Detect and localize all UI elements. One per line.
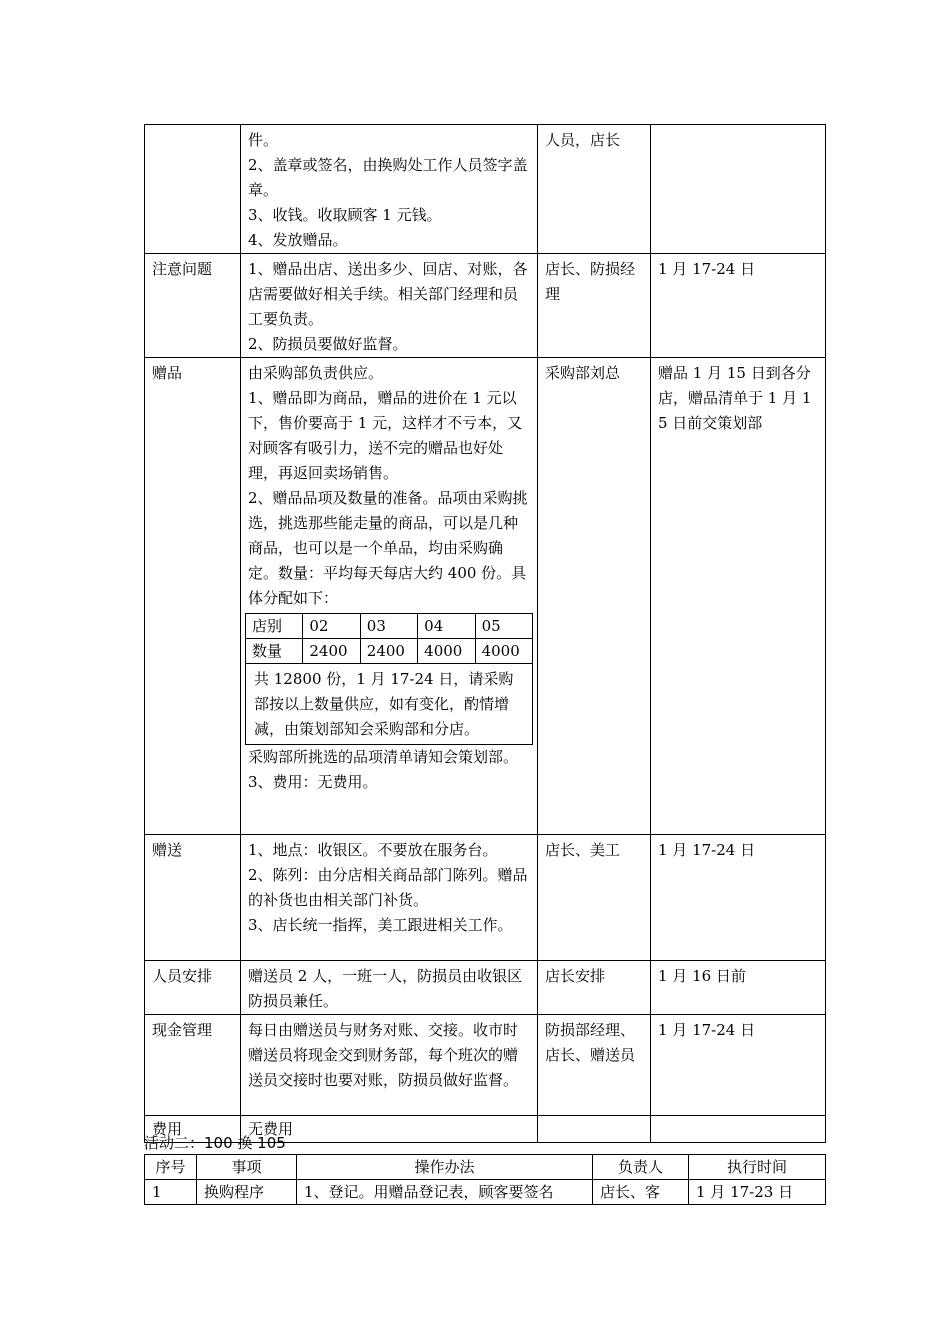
quantity-header: 数量 [246,639,303,664]
table-row [246,664,533,745]
distribution-table [245,613,533,745]
table-row [145,1015,826,1116]
item-cell: 赠送 [145,835,241,961]
column-header: 事项 [197,1155,297,1180]
method-line: 无费用 [248,1120,294,1138]
method-line: 件。 [248,131,279,149]
method-line: 2、陈列：由分店相关商品部门陈列。赠品的补货也由相关部门补货。 [248,866,528,909]
store-code: 04 [418,614,475,639]
store-code: 05 [475,614,532,639]
time-cell: 1 月 17-24 日 [651,835,826,961]
column-header: 执行时间 [689,1155,826,1180]
time-cell: 1 月 16 日前 [651,961,826,1015]
item-cell: 现金管理 [145,1015,241,1116]
owner-cell: 店长、防损经理 [538,254,651,358]
item-cell: 费用 [145,1116,241,1143]
table-row [145,125,826,254]
owner-cell: 采购部刘总 [538,358,651,835]
owner-cell: 店长、美工 [538,835,651,961]
method-line: 4、发放赠品。 [248,231,348,249]
time-cell [651,1116,826,1143]
activity2-heading: 活动二：100 换 105 [144,1134,286,1152]
table-row [246,614,533,639]
store-header: 店别 [246,614,303,639]
time-cell: 1 月 17-24 日 [651,1015,826,1116]
method-cell [241,1015,538,1116]
method-line: 3、收钱。收取顾客 1 元钱。 [248,206,442,224]
activity2-table [144,1154,826,1205]
method-line: 3、费用：无费用。 [248,773,378,791]
activity1-table [144,124,826,1143]
quantity-value: 4000 [418,639,475,664]
item-cell: 注意问题 [145,254,241,358]
method-line: 1、赠品即为商品，赠品的进价在 1 元以下，售价要高于 1 元，这样才不亏本，又对顾客有吸引力，送不完的赠品也好处理，再返回卖场销售。 [248,389,523,482]
quantity-value: 4000 [475,639,532,664]
column-header: 操作办法 [297,1155,593,1180]
table-row [246,639,533,664]
owner-cell: 人员，店长 [538,125,651,254]
time-cell: 赠品 1 月 15 日到各分店，赠品清单于 1 月 15 日前交策划部 [651,358,826,835]
method-line: 1、赠品出店、送出多少、回店、对账，各店需要做好相关手续。相关部门经理和员工要负责。 [248,260,528,328]
method-line: 由采购部负责供应。 [248,364,384,382]
table-row [145,254,826,358]
item-cell: 赠品 [145,358,241,835]
method-line: 赠送员 2 人，一班一人，防损员由收银区防损员兼任。 [248,967,523,1010]
method-line: 2、盖章或签名，由换购处工作人员签字盖章。 [248,156,528,199]
method-line: 3、店长统一指挥，美工跟进相关工作。 [248,916,513,934]
table-row [145,961,826,1015]
time-cell: 1 月 17-24 日 [651,254,826,358]
column-header: 序号 [145,1155,197,1180]
method-cell [241,835,538,961]
method-cell [241,961,538,1015]
owner-cell: 防损部经理、店长、赠送员 [538,1015,651,1116]
store-code: 02 [303,614,360,639]
table-row [145,835,826,961]
method-cell [241,358,538,835]
table-row [145,1180,826,1205]
quantity-value: 2400 [303,639,360,664]
row-number: 1 [145,1180,197,1205]
owner-cell: 店长、客 [593,1180,689,1205]
owner-cell [538,1116,651,1143]
time-cell: 1 月 17-23 日 [689,1180,826,1205]
owner-cell: 店长安排 [538,961,651,1015]
column-header: 负责人 [593,1155,689,1180]
method-cell: 1、登记。用赠品登记表，顾客要签名 [297,1180,593,1205]
item-cell [145,125,241,254]
method-cell [241,254,538,358]
table-header-row [145,1155,826,1180]
table-row [145,358,826,835]
method-line: 每日由赠送员与财务对账、交接。收市时赠送员将现金交到财务部，每个班次的赠送员交接时也要对账，防损员做好监督。 [248,1021,519,1089]
item-cell: 人员安排 [145,961,241,1015]
store-code: 03 [360,614,417,639]
quantity-value: 2400 [360,639,417,664]
method-cell [241,125,538,254]
item-cell: 换购程序 [197,1180,297,1205]
method-line: 2、防损员要做好监督。 [248,335,408,353]
method-line: 1、地点：收银区。不要放在服务台。 [248,841,498,859]
time-cell [651,125,826,254]
distribution-note: 共 12800 份，1 月 17-24 日，请采购部按以上数量供应，如有变化，酌情增减，由策划部知会采购部和分店。 [246,664,533,745]
method-line: 采购部所挑选的品项清单请知会策划部。 [248,748,519,766]
method-line: 2、赠品品项及数量的准备。品项由采购挑选，挑选那些能走量的商品，可以是几种商品，也可以是一个单品，均由采购确定。数量：平均每天每店大约 400 份。具体分配如下： [248,489,528,607]
